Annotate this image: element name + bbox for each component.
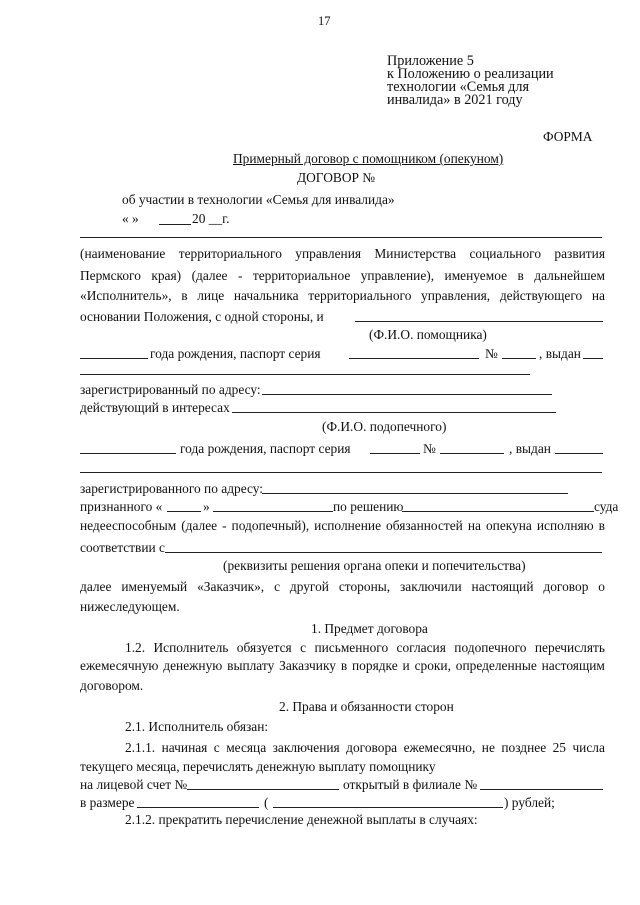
word: действующего [499,288,583,303]
amount-words-blank [273,807,503,808]
clause-2-1-2: 2.1.2. прекратить перечисление денежной выплаты в случаях: [125,812,478,827]
word: «Заказчик», [197,579,265,594]
word: в [598,518,605,533]
word: (далее [181,518,218,533]
word: с [213,740,220,755]
helper-birth-label: года рождения, паспорт серия [150,346,321,361]
clause-2-1-1-line-2: текущего месяца, перечислять денежную выплату помощнику [80,759,436,774]
court-name-blank [402,511,594,512]
word: числа [572,740,605,755]
incapacity-line [80,518,605,534]
amount-label: в размере [80,795,135,810]
word: лице [197,288,225,303]
helper-series-blank [349,358,479,359]
word: порядке [352,658,398,673]
word: управления [295,246,362,261]
word: 2.1.1. [125,740,156,755]
helper-number-blank [502,358,536,359]
word: договор [543,579,589,594]
word: исполнение [314,518,382,533]
word: настоящим [541,658,605,673]
word: развития [554,246,605,261]
word: сроки, [414,658,451,673]
ward-issuer-blank [80,472,602,473]
ward-name-blank [232,412,556,413]
word: Заказчику [279,658,336,673]
ward-address-blank [262,493,568,494]
party1-line-2 [80,268,605,284]
word: подопечный), [231,518,310,533]
word: и [402,658,410,673]
word: Министерства [374,246,457,261]
word: заключения [272,740,340,755]
appendix-line-2: к Положению о реализации [387,66,554,82]
word: социального [469,246,542,261]
amount-paren-open: ( [264,795,269,810]
account-number-blank [187,789,339,790]
word: подопечного [454,640,527,655]
helper-issuer-blank [80,374,530,375]
section1-para-line-3: договором. [80,678,144,693]
word: письменного [314,640,389,655]
word: опекуна [485,518,532,533]
word: позднее [501,740,547,755]
word: 1.2. [125,640,146,655]
decision-details-blank [165,552,602,553]
date-year: 20 __г. [192,211,230,226]
account-label: на лицевой счет № [80,777,188,792]
ward-recognized-label: признанного « [80,499,163,514]
word: именуемое [444,268,508,283]
word: ежемесячно, [403,740,476,755]
word: перечислять [534,640,605,655]
recognized-quote-close: » [203,499,210,514]
recognized-month-blank [213,511,333,512]
decision-caption: (реквизиты решения органа опеки и попечительства) [223,558,526,573]
word: недееспособным [80,518,177,533]
by-decision-label: по решению [333,499,404,514]
form-label: ФОРМА [543,129,593,144]
branch-label: открытый в филиале № [343,777,478,792]
customer-line-1 [80,579,605,595]
page-number: 17 [318,14,331,28]
appendix-line-1: Приложение 5 [387,53,474,69]
word: Пермского [80,268,141,283]
word: территориальное [252,268,351,283]
helper-acting-label: действующий в интересах [80,400,230,415]
word: договора [346,740,398,755]
word: исполняю [536,518,594,533]
amount-digits-blank [137,807,259,808]
word: не [481,740,495,755]
word: дальнейшем [534,268,605,283]
party1-line-3 [80,288,605,304]
ward-series-blank [370,453,420,454]
branch-number-blank [480,789,603,790]
word: 25 [552,740,566,755]
word: в [340,658,348,673]
ward-issued-blank [555,453,603,454]
date-month-blank [159,224,191,225]
word: денежную [163,658,223,673]
word: в [517,268,524,283]
helper-address-blank [262,394,552,395]
ward-issued-label: , выдан [509,441,551,456]
appendix-line-3: технологии «Семья для [387,79,529,95]
helper-registered-label: зарегистрированный по адресу: [80,382,261,397]
word: в [181,288,188,303]
ward-birth-label: года рождения, паспорт серия [180,441,351,456]
word: управление), [360,268,435,283]
party1-line-1 [80,246,605,262]
word: стороны, [338,579,391,594]
ward-birthdate-blank [80,453,176,454]
word: территориального [308,288,412,303]
contract-title: Примерный договор с помощником (опекуном) [233,151,504,166]
accordance-label: соответствии с [80,540,165,555]
word: заключили [399,579,462,594]
court-label: суда [594,499,619,514]
section2-title: 2. Права и обязанности сторон [279,699,454,714]
word: далее [80,579,112,594]
word: определенные [455,658,537,673]
word: (наименование [80,246,166,261]
section1-para-line-2 [80,658,605,674]
word: - [222,518,227,533]
word: другой [289,579,329,594]
ward-number-blank [440,453,504,454]
section1-title: 1. Предмет договора [311,621,428,636]
clause-2-1-1-line-1 [125,740,605,756]
word: начальника [233,288,299,303]
org-name-blank [80,237,602,238]
word: (далее [191,268,228,283]
ward-no-label: № [423,441,436,456]
helper-name-blank [355,321,603,322]
word: месяца [226,740,267,755]
helper-issued-blank [583,358,603,359]
word: края) [151,268,182,283]
word: согласия [396,640,446,655]
helper-issued-label: , выдан [539,346,581,361]
rubles-label: ) рублей; [504,795,555,810]
word: на [591,288,605,303]
helper-no-label: № [485,346,498,361]
word: с [274,579,281,594]
word: обязуется [236,640,292,655]
date-quotes: « » [122,211,139,226]
appendix-line-4: инвалида» в 2021 году [387,92,523,108]
helper-caption: (Ф.И.О. помощника) [369,327,487,342]
subject-line: об участии в технологии «Семья для инвалида» [122,192,395,207]
clause-2-1: 2.1. Исполнитель обязан: [125,719,269,734]
party1-line-4: основании Положения, с одной стороны, и [80,309,324,324]
word: - [237,268,243,283]
ward-registered-label: зарегистрированного по адресу: [80,481,264,496]
word: Исполнитель [153,640,229,655]
word: именуемый [121,579,188,594]
helper-birthdate-blank [80,358,148,359]
word: территориального [178,246,282,261]
word: выплату [227,658,275,673]
word: на [467,518,481,533]
word: о [598,579,605,594]
word: начиная [161,740,208,755]
ward-caption: (Ф.И.О. подопечного) [322,419,447,434]
contract-number: ДОГОВОР № [297,170,376,185]
word: настоящий [471,579,534,594]
recognized-day-blank [167,511,201,512]
word: ежемесячную [80,658,159,673]
word: обязанностей [386,518,463,533]
word: «Исполнитель», [80,288,172,303]
word: управления, [421,288,491,303]
word: с [300,640,307,655]
section1-para-line-1 [125,640,605,656]
customer-line-2: нижеследующем. [80,599,180,614]
